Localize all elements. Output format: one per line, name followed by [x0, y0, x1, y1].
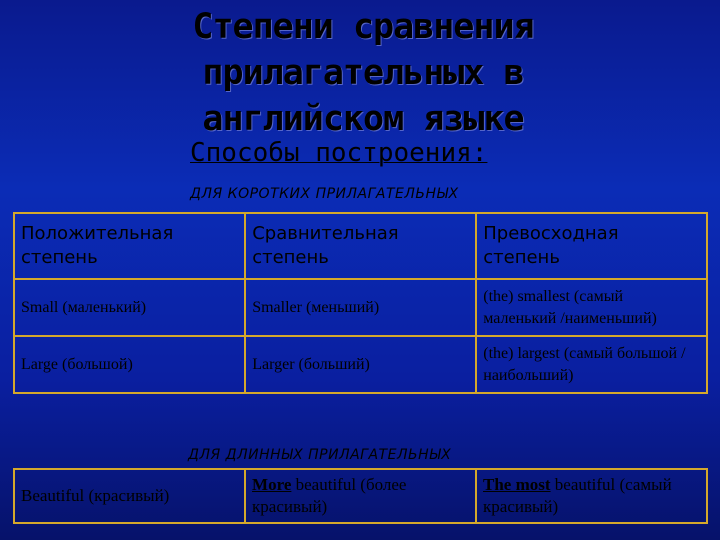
cell-positive: Large (большой) [14, 336, 245, 393]
header-comparative: Сравнительная степень [245, 213, 476, 279]
table-row [14, 279, 707, 336]
the-most-word: The most [483, 475, 551, 494]
cell-superlative [476, 469, 707, 523]
superlative-rest: beautiful (самый красивый) [483, 475, 672, 516]
short-adjectives-label: ДЛЯ КОРОТКИХ ПРИЛАГАТЕЛЬНЫХ [190, 186, 459, 202]
more-word: More [252, 475, 292, 494]
cell-comparative: Larger (больший) [245, 336, 476, 393]
cell-superlative: (the) smallest (самый маленький /наименьший) [476, 279, 707, 336]
table-row [14, 469, 707, 523]
cell-positive: Small (маленький) [14, 279, 245, 336]
header-positive: Положительная степень [14, 213, 245, 279]
long-adjectives-label: ДЛЯ ДЛИННЫХ ПРИЛАГАТЕЛЬНЫХ [188, 447, 452, 463]
cell-superlative: (the) largest (самый большой /наибольший) [476, 336, 707, 393]
comparative-rest: beautiful (более красивый) [252, 475, 407, 516]
long-adjectives-table [13, 468, 708, 524]
cell-comparative [245, 469, 476, 523]
slide-title: Степени сравнения прилагательных в английском языке [192, 7, 534, 139]
subtitle: Способы построения: [190, 138, 488, 168]
header-superlative: Превосходная степень [476, 213, 707, 279]
cell-positive: Beautiful (красивый) [14, 469, 245, 523]
table-header-row [14, 213, 707, 279]
cell-comparative: Smaller (меньший) [245, 279, 476, 336]
short-adjectives-table [13, 212, 708, 394]
table-row [14, 336, 707, 393]
